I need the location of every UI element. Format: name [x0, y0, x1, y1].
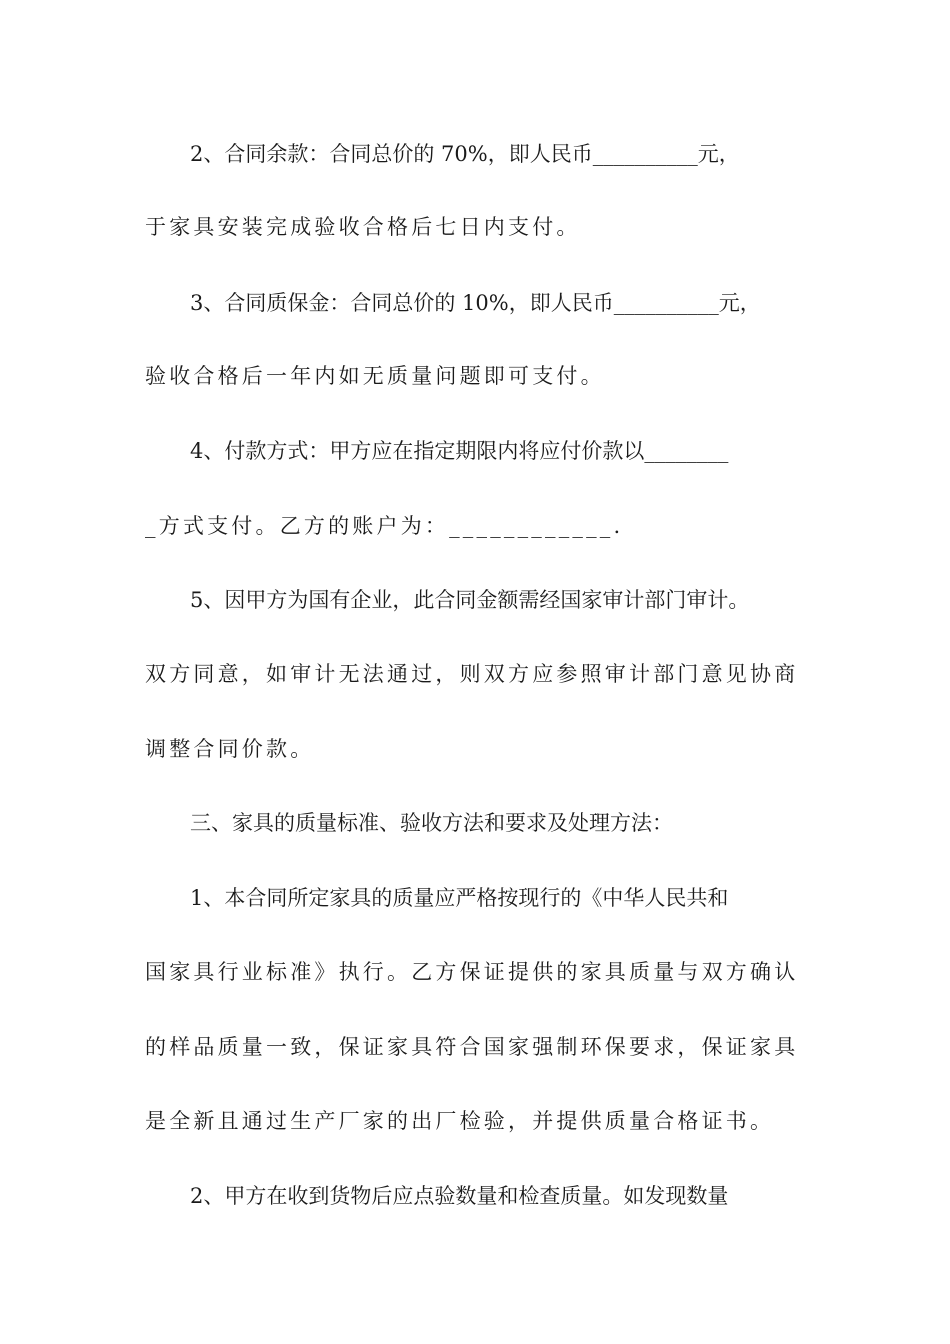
paragraph-line: 3、合同质保金：合同总价的 10%，即人民币__________元，	[190, 291, 761, 315]
paragraph-line: 5、因甲方为国有企业，此合同金额需经国家审计部门审计。	[190, 588, 750, 612]
paragraph-line: _方式支付。乙方的账户为：____________.	[145, 514, 624, 538]
paragraph-line: 是全新且通过生产厂家的出厂检验，并提供质量合格证书。	[145, 1109, 775, 1133]
paragraph-line: 验收合格后一年内如无质量问题即可支付。	[145, 364, 605, 388]
paragraph-line: 于家具安装完成验收合格后七日内支付。	[145, 215, 581, 239]
paragraph-line: 2、合同余款：合同总价的 70%，即人民币__________元，	[190, 142, 740, 166]
paragraph-line: 国家具行业标准》执行。乙方保证提供的家具质量与双方确认	[145, 960, 799, 984]
paragraph-line: 1、本合同所定家具的质量应严格按现行的《中华人民共和	[190, 886, 729, 910]
paragraph-line: 4、付款方式：甲方应在指定期限内将应付价款以________	[190, 439, 729, 463]
section-heading: 三、家具的质量标准、验收方法和要求及处理方法：	[190, 811, 673, 835]
paragraph-line: 2、甲方在收到货物后应点验数量和检查质量。如发现数量	[190, 1184, 729, 1208]
paragraph-line: 双方同意，如审计无法通过，则双方应参照审计部门意见协商	[145, 662, 799, 686]
paragraph-line: 调整合同价款。	[145, 737, 315, 761]
paragraph-line: 的样品质量一致，保证家具符合国家强制环保要求，保证家具	[145, 1035, 799, 1059]
